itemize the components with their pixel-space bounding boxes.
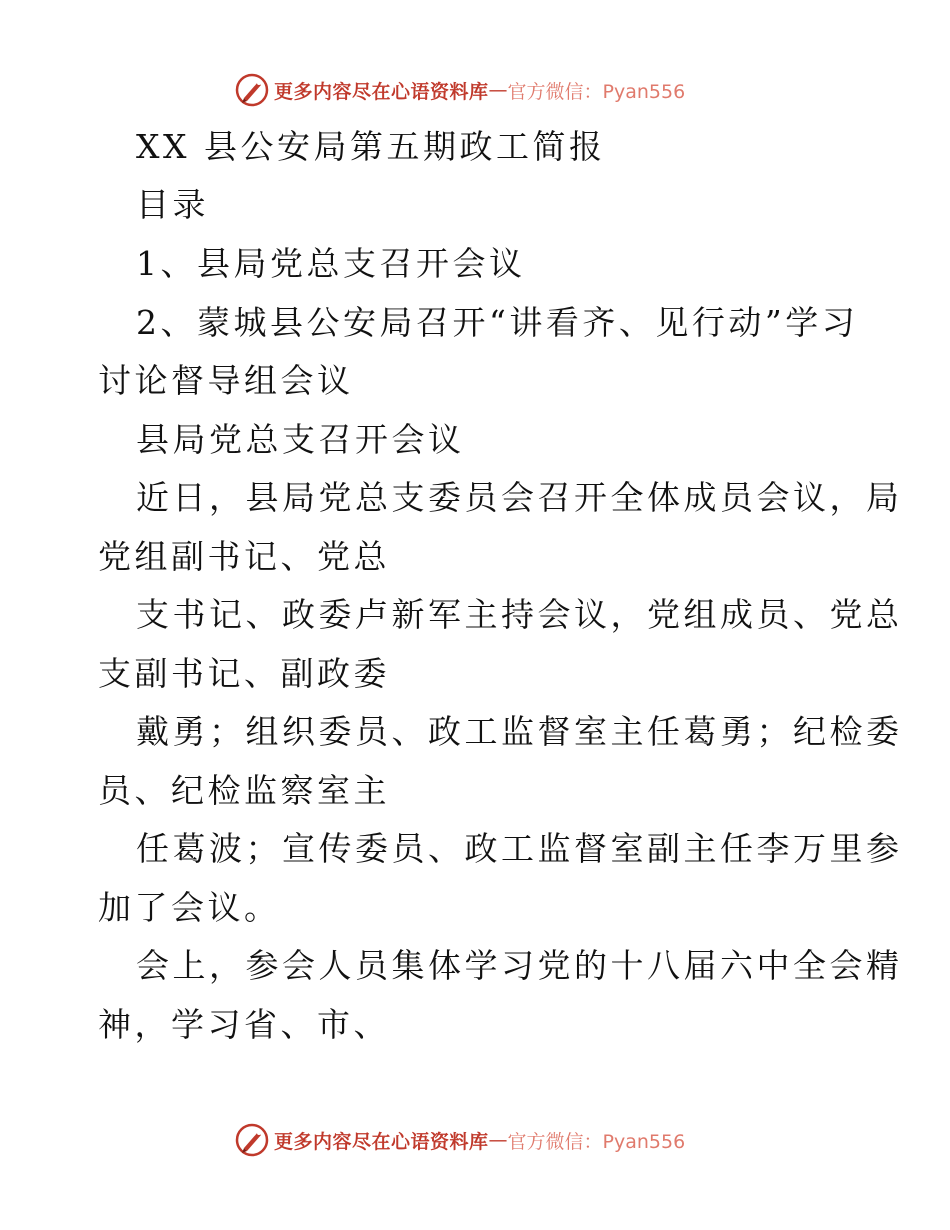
document-title: XX 县公安局第五期政工简报 <box>136 127 606 166</box>
paragraph-line: 神，学习省、市、 <box>98 1005 390 1044</box>
pen-logo-icon <box>234 1122 270 1158</box>
watermark-dash: — <box>488 79 508 101</box>
paragraph-line: 戴勇；组织委员、政工监督室主任葛勇；纪检委 <box>136 712 903 751</box>
watermark-dash: — <box>488 1129 508 1151</box>
paragraph-line: 支书记、政委卢新军主持会议，党组成员、党总 <box>136 595 903 634</box>
watermark-main-text: 更多内容尽在心语资料库 <box>274 1130 489 1153</box>
paragraph-line: 加了会议。 <box>98 888 281 927</box>
toc-heading: 目录 <box>136 185 209 224</box>
watermark-contact-text: 官方微信：Pyan556 <box>507 1130 686 1153</box>
toc-item-1: 1、县局党总支召开会议 <box>136 244 526 283</box>
watermark-contact-text: 官方微信：Pyan556 <box>507 80 686 103</box>
toc-item-2: 2、蒙城县公安局召开“讲看齐、见行动”学习 <box>136 303 859 342</box>
pen-logo-icon <box>234 72 270 108</box>
footer-watermark <box>234 1120 685 1160</box>
paragraph-line: 支副书记、副政委 <box>98 654 390 693</box>
section-heading: 县局党总支召开会议 <box>136 420 465 459</box>
paragraph-line: 会上，参会人员集体学习党的十八届六中全会精 <box>136 946 903 985</box>
watermark-main-text: 更多内容尽在心语资料库 <box>274 80 489 103</box>
paragraph-line: 近日，县局党总支委员会召开全体成员会议，局 <box>136 478 903 517</box>
paragraph-line: 任葛波；宣传委员、政工监督室副主任李万里参 <box>136 829 903 868</box>
paragraph-line: 党组副书记、党总 <box>98 537 390 576</box>
paragraph-line: 员、纪检监察室主 <box>98 771 390 810</box>
toc-item-2-cont: 讨论督导组会议 <box>98 361 354 400</box>
header-watermark <box>234 70 685 110</box>
